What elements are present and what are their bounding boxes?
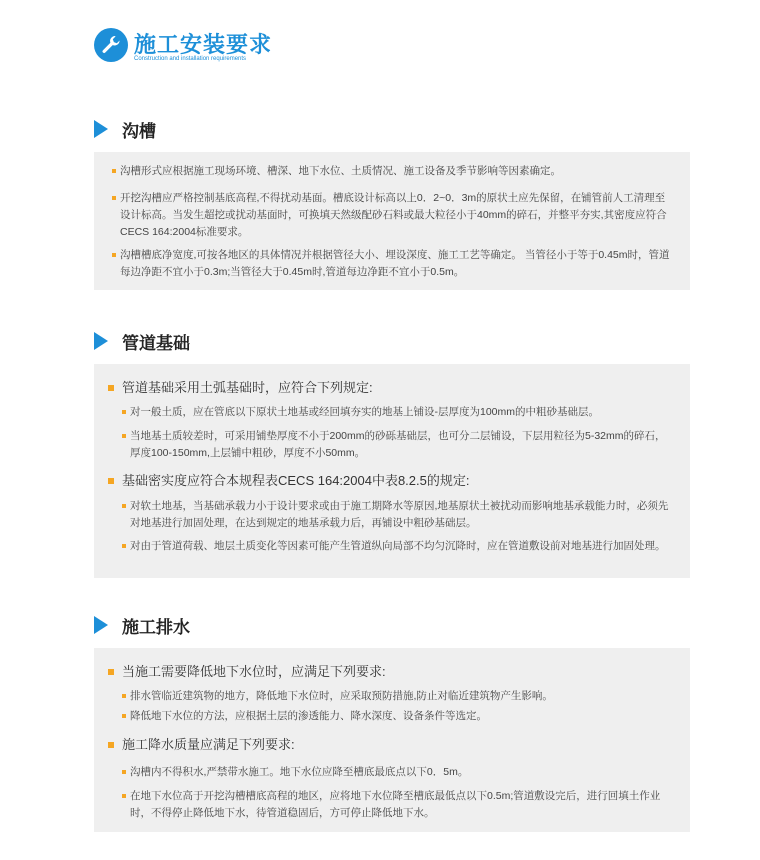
section-panel-drainage: 当施工需要降低地下水位时，应满足下列要求: 排水管临近建筑物的地方，降低地下水位时，应采取预防措施,防止对临近建筑物产生影响。 降低地下水位的方法，应根据土层的渗透能力、降水深度、设备条件等选定。 施工降水质量应满足下列要求: 沟槽内不得积水,严禁带水施工。地下水位应降至槽底最底点以下0．5m。 在地下水位高于开挖沟槽槽底高程的地区，应将地下水位降至槽底最低点以下0.5m;管道敷设完后，进行回填土作业时，不得停止降低地下水，待管道稳固后，方可停止降低地下水。 (94, 648, 690, 832)
bullet-icon (112, 253, 116, 257)
bullet-icon (108, 385, 114, 391)
section-panel-trench (94, 152, 690, 290)
bullet-icon (122, 794, 126, 798)
list-item: 对软土地基，当基础承载力小于设计要求或由于施工期降水等原因,地基原状土被扰动而影响地基承载能力时，必须先对地基进行加固处理，在达到规定的地基承载力后，再铺设中粗砂基础层。 (130, 498, 674, 532)
bullet-icon (122, 694, 126, 698)
wrench-icon (94, 28, 128, 62)
bullet-icon (122, 770, 126, 774)
bullet-icon (122, 714, 126, 718)
list-item: 沟槽槽底净宽度,可按各地区的具体情况并根据管径大小、埋设深度、施工工艺等确定。 当管径小于等于0.45m时，管道每边净距不宜小于0.3m;当管径大于0.45m时,管道每边净距不宜小于0.5m。 (120, 247, 672, 281)
list-item: 排水管临近建筑物的地方，降低地下水位时，应采取预防措施,防止对临近建筑物产生影响。 (130, 688, 674, 705)
list-item: 沟槽内不得积水,严禁带水施工。地下水位应降至槽底最底点以下0．5m。 (130, 764, 674, 781)
triangle-icon (94, 332, 108, 350)
bullet-icon (122, 410, 126, 414)
bullet-icon (112, 169, 116, 173)
bullet-icon (122, 434, 126, 438)
list-item: 对一般土质，应在管底以下原状土地基或经回填夯实的地基上铺设-层厚度为100mm的中粗砂基础层。 (130, 404, 674, 421)
triangle-icon (94, 120, 108, 138)
section-panel-foundation: 管道基础采用土弧基础时，应符合下列规定: 对一般土质，应在管底以下原状土地基或经回填夯实的地基上铺设-层厚度为100mm的中粗砂基础层。 当地基土质较差时，可采用铺垫厚度不小于200mm的砂砾基础层，也可分二层铺设，下层用粒径为5-32mm的碎石，厚度100-150mm,上层铺中粗砂，厚度不小50mm。 基础密实度应符合本规程表CECS 164:2004中表8.2.5的规定: 对软土地基，当基础承载力小于设计要求或由于施工期降水等原因,地基原状土被扰动而影响地基承载能力时，必须先对地基进行加固处理，在达到规定的地基承载力后，再铺设中粗砂基础层。 对由于管道荷载、地层土质变化等因素可能产生管道纵向局部不均匀沉降时，应在管道敷设前对地基进行加固处理。 (94, 364, 690, 578)
triangle-icon (94, 616, 108, 634)
bullet-icon (122, 504, 126, 508)
list-item: 沟槽形式应根据施工现场环境、槽深、地下水位、土质情况、施工设备及季节影响等因素确定。 (120, 163, 672, 180)
list-item: 对由于管道荷载、地层土质变化等因素可能产生管道纵向局部不均匀沉降时，应在管道敷设前对地基进行加固处理。 (130, 538, 674, 555)
list-item: 降低地下水位的方法，应根据土层的渗透能力、降水深度、设备条件等选定。 (130, 708, 674, 725)
bullet-icon (112, 196, 116, 200)
list-item: 在地下水位高于开挖沟槽槽底高程的地区，应将地下水位降至槽底最低点以下0.5m;管道敷设完后，进行回填土作业时，不得停止降低地下水，待管道稳固后，方可停止降低地下水。 (130, 788, 674, 822)
bullet-icon (108, 478, 114, 484)
bullet-icon (108, 742, 114, 748)
page-subtitle: Construction and installation requirements (134, 56, 247, 62)
bullet-icon (122, 544, 126, 548)
list-item: 当地基土质较差时，可采用铺垫厚度不小于200mm的砂砾基础层，也可分二层铺设，下层用粒径为5-32mm的碎石，厚度100-150mm,上层铺中粗砂，厚度不小50mm。 (130, 428, 674, 462)
page-title: 施工安装要求 (134, 32, 273, 57)
list-item: 开挖沟槽应严格控制基底高程,不得扰动基面。槽底设计标高以上0．2~0．3m的原状土应先保留，在铺管前人工清理至设计标高。当发生超挖或扰动基面时，可换填天然级配砂石料或最大粒径小于40mm的碎石，并整平夯实,其密度应符合CECS 164:2004标准要求。 (120, 190, 672, 241)
bullet-icon (108, 669, 114, 675)
